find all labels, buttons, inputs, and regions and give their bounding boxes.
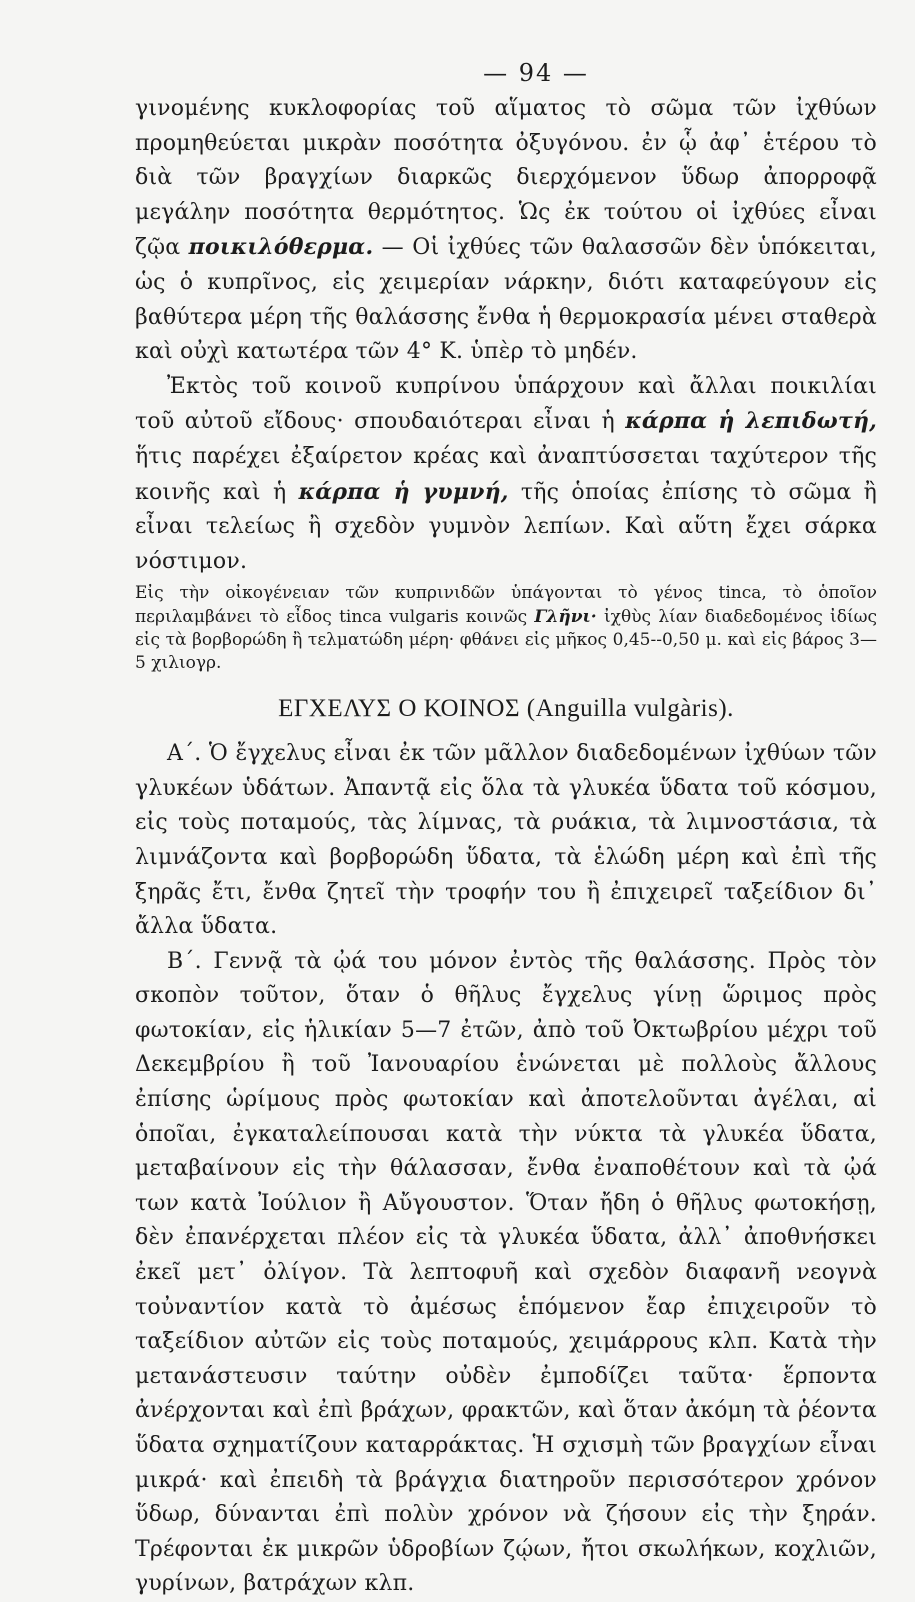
note-tinca	[135, 582, 877, 675]
para2-text-b: ἥτις παρέχει ἐξαίρετον κρέας καὶ ἀναπτύσσεται ταχύτερον τῆς κοινῆς καὶ ἡ	[135, 443, 877, 505]
para1-text-a: γινομένης κυκλοφορίας τοῦ αἵματος τὸ σῶμα τῶν ἰχθύων προμηθεύεται μικρὰν ποσότητα ὀξυγόνου. ἐν ᾧ ἀφ᾽ ἑτέρου τὸ διὰ τῶν βραγχίων διαρκῶς διερχόμενον ὕδωρ ἀπορροφᾷ μεγάλην ποσότητα θερμότητος. Ὡς ἐκ τούτου οἱ ἰχθύες εἶναι ζῷα	[135, 96, 877, 261]
term-glini: Γλῆνι·	[534, 606, 597, 627]
paragraph-carp-varieties	[135, 370, 877, 580]
page-number: — 94 —	[483, 59, 589, 87]
paragraph-eel-a: Α΄. Ὁ ἔγχελυς εἶναι ἐκ τῶν μᾶλλον διαδεδομένων ἰχθύων τῶν γλυκέων ὑδάτων. Ἀπαντᾷ εἰς ὅλα τὰ γλυκέα ὕδατα τοῦ κόσμου, εἰς τοὺς ποταμούς, τὰς λίμνας, τὰ ρυάκια, τὰ λιμνοστάσια, τὰ λιμνάζοντα καὶ βορβορώδη ὕδατα, τὰ ἑλώδη μέρη καὶ ἐπὶ τῆς ξηρᾶς ἔτι, ἔνθα ζητεῖ τὴν τροφήν του ἢ ἐπιχειρεῖ ταξείδιον δι᾽ ἄλλα ὕδατα.	[135, 741, 877, 940]
note-text-a: Εἰς τὴν οἰκογένειαν τῶν κυπρινιδῶν ὑπάγονται τὸ γένος tinca, τὸ ὁποῖον περιλαμβάνει τὸ εἶδος tinca vulgaris κοινῶς	[135, 583, 877, 627]
term-poikilotherma: ποικιλόθερμα.	[188, 234, 374, 261]
term-scaled-carp: κάρπα ἡ λεπιδωτή,	[625, 408, 877, 435]
paragraph-eel-b: Β΄. Γεννᾷ τὰ ᾠά του μόνον ἐντὸς τῆς θαλάσσης. Πρὸς τὸν σκοπὸν τοῦτον, ὅταν ὁ θῆλυς ἔγχελυς γίνῃ ὥριμος πρὸς φωτοκίαν, εἰς ἡλικίαν 5—7 ἐτῶν, ἀπὸ τοῦ Ὀκτωβρίου μέχρι τοῦ Δεκεμβρίου ἢ τοῦ Ἰανουαρίου ἑνώνεται μὲ πολλοὺς ἄλλους ἐπίσης ὡρίμους πρὸς φωτοκίαν καὶ ἀποτελοῦνται ἀγέλαι, αἱ ὁποῖαι, ἐγκαταλείπουσαι κατὰ τὴν νύκτα τὰ γλυκέα ὕδατα, μεταβαίνουν εἰς τὴν θάλασσαν, ἔνθα ἐναποθέτουν καὶ τὰ ᾠά των κατὰ Ἰούλιον ἢ Αὔγουστον. Ὅταν ἤδη ὁ θῆλυς φωτοκήσῃ, δὲν ἐπανέρχεται πλέον εἰς τὰ γλυκέα ὕδατα, ἀλλ᾽ ἀποθνήσκει ἐκεῖ μετ᾽ ὀλίγον. Τὰ λεπτοφυῆ καὶ σχεδὸν διαφανῆ νεογνὰ τοὐναντίον κατὰ τὸ ἀμέσως ἑπόμενον ἔαρ ἐπιχειροῦν τὸ ταξείδιον αὐτῶν εἰς τοὺς ποταμούς, χειμάρρους κλπ. Κατὰ τὴν μετανάστευσιν ταύτην οὐδὲν ἐμποδίζει ταῦτα· ἕρποντα ἀνέρχονται καὶ ἐπὶ βράχων, φρακτῶν, καὶ ὅταν ἀκόμη τὰ ῥέοντα ὕδατα σχηματίζουν καταρράκτας. Ἡ σχισμὴ τῶν βραγχίων εἶναι μικρά· καὶ ἐπειδὴ τὰ βράγχια διατηροῦν περισσότερον χρόνον ὕδωρ, δύνανται ἐπὶ πολὺν χρόνον νὰ ζήσουν εἰς τὴν ξηράν. Τρέφονται ἐκ μικρῶν ὑδροβίων ζῴων, ἤτοι σκωλήκων, κοχλιῶν, γυρίνων, βατράχων κλπ.	[135, 948, 877, 1597]
term-naked-carp: κάρπα ἡ γυμνή,	[298, 478, 509, 505]
book-page	[135, 58, 877, 1602]
note-text-b: ἰχθὺς λίαν διαδεδομένος ἰδίως εἰς τὰ βορβορώδη ἢ τελματώδη μέρη· φθάνει εἰς μῆκος 0,45--0,50 μ. καὶ εἰς βάρος 3—5 χιλιογρ.	[135, 606, 877, 673]
para2-text-a: Ἐκτὸς τοῦ κοινοῦ κυπρίνου ὑπάρχουν καὶ ἄλλαι ποικιλίαι τοῦ αὐτοῦ εἴδους· σπουδαιότεραι εἶναι ἡ	[135, 373, 877, 435]
paragraph-continuation	[135, 92, 877, 370]
para1-text-b: — Οἱ ἰχθύες τῶν θαλασσῶν δὲν ὑπόκειται, ὡς ὁ κυπρῖνος, εἰς χειμερίαν νάρκην, διότι καταφεύγουν εἰς βαθύτερα μέρη τῆς θαλάσσης ἔνθα ἡ θερμοκρασία μένει σταθερὰ καὶ οὐχὶ κατωτέρα τῶν 4° Κ. ὑπὲρ τὸ μηδέν.	[135, 235, 877, 365]
section-heading-eel: ΕΓΧΕΛΥΣ Ο ΚΟΙΝΟΣ (Anguilla vulgàris).	[278, 695, 734, 723]
para2-text-c: τῆς ὁποίας ἐπίσης τὸ σῶμα ἢ εἶναι τελείως ἢ σχεδὸν γυμνὸν λεπίων. Καὶ αὕτη ἔχει σάρκα νόστιμον.	[135, 479, 877, 574]
